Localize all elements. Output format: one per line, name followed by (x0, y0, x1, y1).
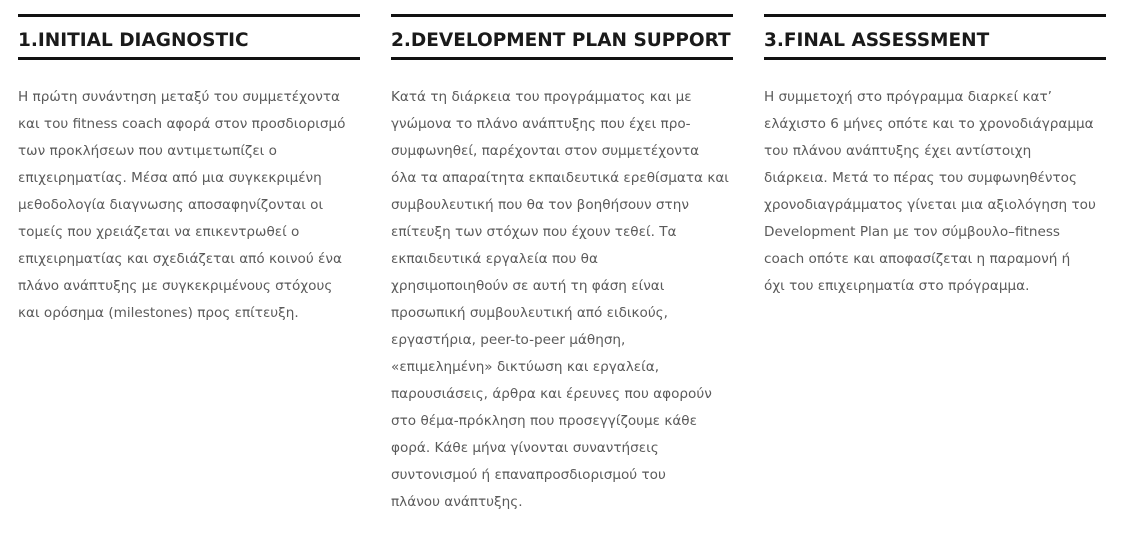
step-description (391, 84, 733, 516)
paragraph-line: χρησιμοποιηθούν σε αυτή τη φάση είναι (391, 278, 665, 294)
paragraph-line: συμφωνηθεί, παρέχονται στον συμμετέχοντα (391, 143, 700, 159)
step-final-assessment (764, 14, 1106, 300)
paragraph-line: παρουσιάσεις, άρθρα και έρευνες που αφορούν (391, 386, 712, 402)
paragraph-line: και του fitness coach αφορά στον προσδιορισμό (18, 116, 346, 132)
paragraph-line: των προκλήσεων που αντιμετωπίζει ο (18, 143, 277, 159)
paragraph-line: πλάνου ανάπτυξης. (391, 494, 523, 510)
paragraph-line: επίτευξη των στόχων που έχουν τεθεί. Τα (391, 224, 677, 240)
paragraph-line: συμβουλευτική που θα τον βοηθήσουν στην (391, 197, 689, 213)
process-steps (18, 14, 1108, 534)
step-description (764, 84, 1106, 300)
step-description (18, 84, 360, 327)
step-initial-diagnostic (18, 14, 360, 327)
paragraph-line: πλάνο ανάπτυξης με συγκεκριμένους στόχους (18, 278, 333, 294)
paragraph-line: συντονισμού ή επαναπροσδιορισμού του (391, 467, 666, 483)
paragraph-line: χρονοδιαγράμματος γίνεται μια αξιολόγηση του (764, 197, 1096, 213)
paragraph-line: διάρκεια. Μετά το πέρας του συμφωνηθέντος (764, 170, 1077, 186)
step-title: 2.DEVELOPMENT PLAN SUPPORT (391, 14, 733, 60)
paragraph-line: Η συμμετοχή στο πρόγραμμα διαρκεί κατ’ (764, 89, 1053, 105)
paragraph-line: γνώμονα το πλάνο ανάπτυξης που έχει προ- (391, 116, 691, 132)
paragraph-line: ελάχιστο 6 μήνες οπότε και το χρονοδιάγραμμα (764, 116, 1094, 132)
paragraph-line: Κατά τη διάρκεια του προγράμματος και με (391, 89, 692, 105)
paragraph-line: εργαστήρια, peer-to-peer μάθηση, (391, 332, 626, 348)
paragraph-line: μεθοδολογία διαγνωσης αποσαφηνίζονται οι (18, 197, 324, 213)
paragraph-line: φορά. Κάθε μήνα γίνονται συναντήσεις (391, 440, 659, 456)
step-development-plan-support (391, 14, 733, 516)
paragraph-line: coach οπότε και αποφασίζεται η παραμονή ή (764, 251, 1071, 267)
paragraph-line: Development Plan με τον σύμβουλο–fitness (764, 224, 1060, 240)
paragraph-line: στο θέμα-πρόκληση που προσεγγίζουμε κάθε (391, 413, 697, 429)
paragraph-line: εκπαιδευτικά εργαλεία που θα (391, 251, 598, 267)
paragraph-line: επιχειρηματίας και σχεδιάζεται από κοινού ένα (18, 251, 342, 267)
paragraph-line: «επιμελημένη» δικτύωση και εργαλεία, (391, 359, 660, 375)
paragraph-line: προσωπική συμβουλευτική από ειδικούς, (391, 305, 668, 321)
paragraph-line: όχι του επιχειρηματία στο πρόγραμμα. (764, 278, 1030, 294)
paragraph-line: επιχειρηματίας. Μέσα από μια συγκεκριμένη (18, 170, 322, 186)
step-title: 1.INITIAL DIAGNOSTIC (18, 14, 360, 60)
paragraph-line: Η πρώτη συνάντηση μεταξύ του συμμετέχοντα (18, 89, 341, 105)
paragraph-line: τομείς που χρειάζεται να επικεντρωθεί ο (18, 224, 300, 240)
paragraph-line: όλα τα απαραίτητα εκπαιδευτικά ερεθίσματα και (391, 170, 729, 186)
step-title: 3.FINAL ASSESSMENT (764, 14, 1106, 60)
paragraph-line: και ορόσημα (milestones) προς επίτευξη. (18, 305, 299, 321)
paragraph-line: του πλάνου ανάπτυξης έχει αντίστοιχη (764, 143, 1032, 159)
